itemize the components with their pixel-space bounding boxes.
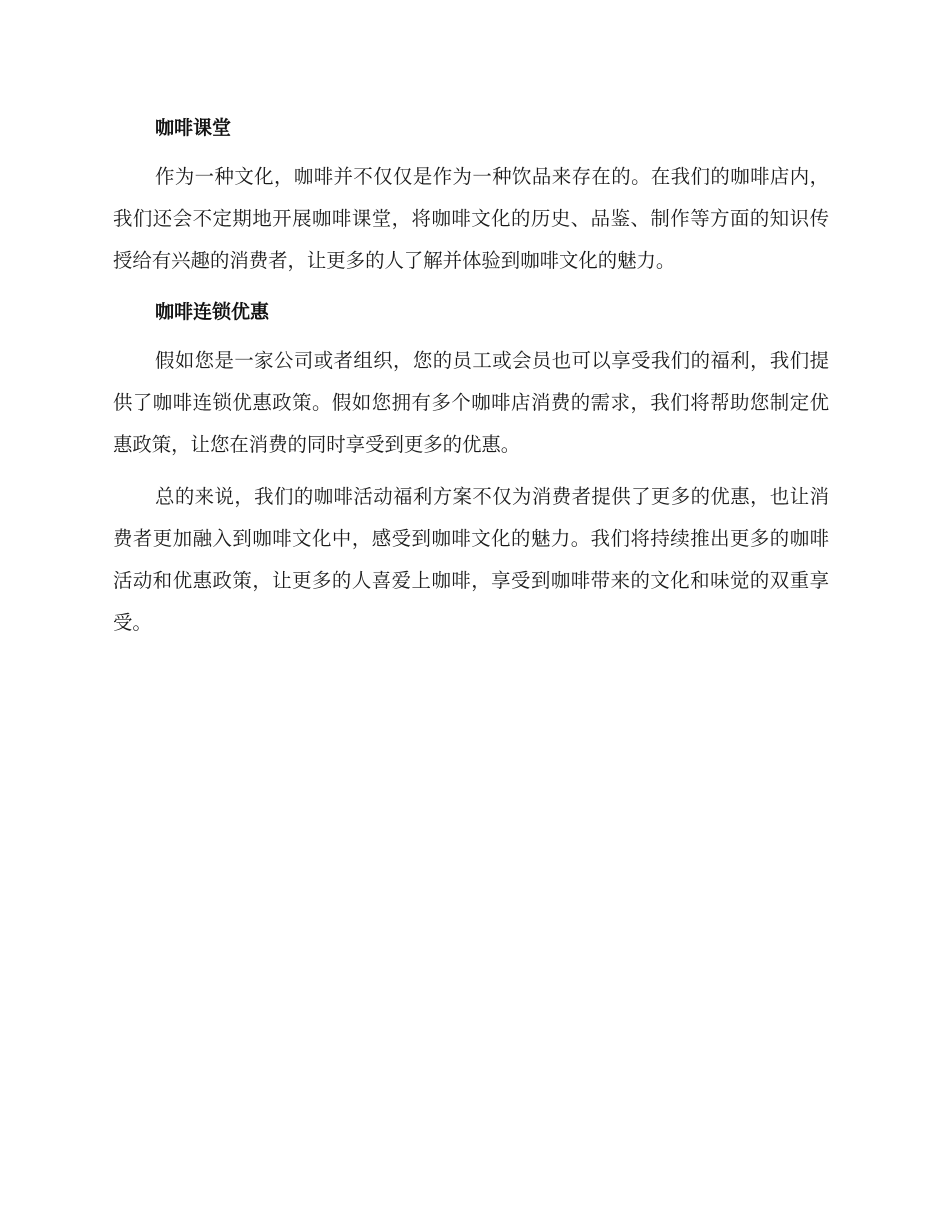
document-page: [113, 108, 829, 654]
paragraph: 总的来说，我们的咖啡活动福利方案不仅为消费者提供了更多的优惠，也让消费者更加融入到咖啡文化中，感受到咖啡文化的魅力。我们将持续推出更多的咖啡活动和优惠政策，让更多的人喜爱上咖啡，享受到咖啡带来的文化和味觉的双重享受。: [113, 485, 829, 634]
paragraph: 作为一种文化，咖啡并不仅仅是作为一种饮品来存在的。在我们的咖啡店内，我们还会不定期地开展咖啡课堂，将咖啡文化的历史、品鉴、制作等方面的知识传授给有兴趣的消费者，让更多的人了解并体验到咖啡文化的魅力。: [113, 165, 829, 272]
section-heading: 咖啡课堂: [155, 117, 232, 139]
section-coffee-class: [113, 108, 829, 282]
paragraph: 假如您是一家公司或者组织，您的员工或会员也可以享受我们的福利，我们提供了咖啡连锁优惠政策。假如您拥有多个咖啡店消费的需求，我们将帮助您制定优惠政策，让您在消费的同时享受到更多的优惠。: [113, 349, 829, 456]
section-heading: 咖啡连锁优惠: [155, 301, 270, 323]
section-chain-discount: [113, 292, 829, 644]
